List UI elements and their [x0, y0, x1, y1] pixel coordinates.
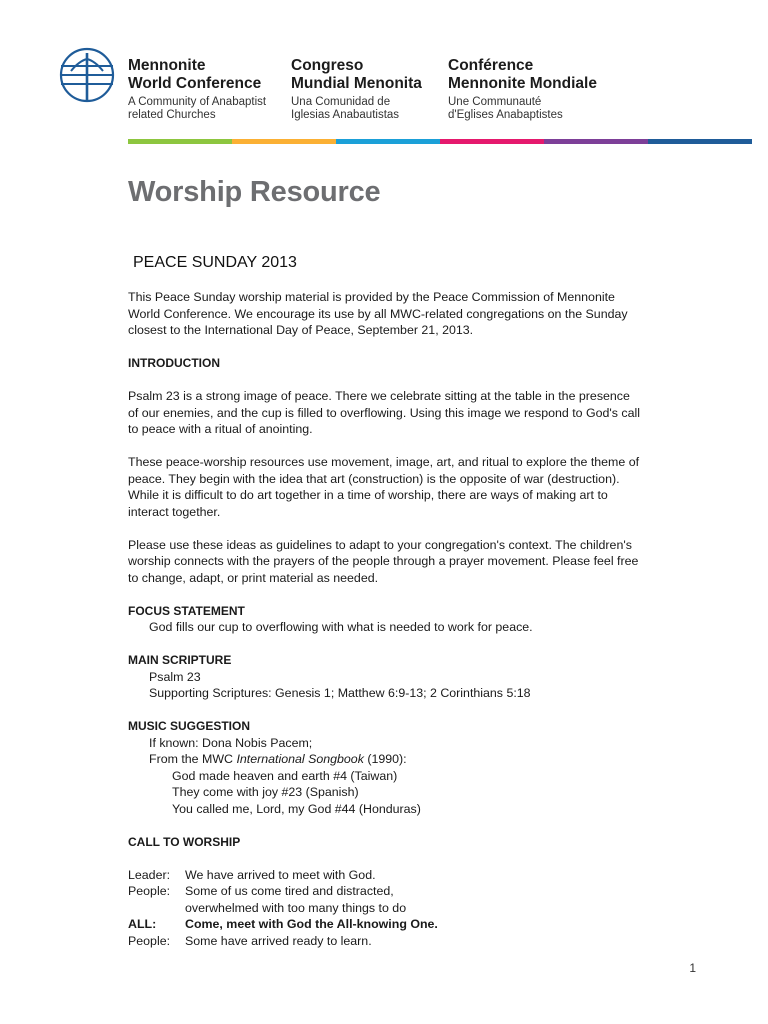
org-sub-line2: related Churches: [128, 109, 216, 121]
intro-line: This Peace Sunday worship material is provided by the Peace Commission of Mennonite: [128, 290, 615, 304]
org-sub-line1: A Community of Anabaptist: [128, 96, 267, 108]
speaker: People:: [128, 884, 171, 898]
intro-line: closest to the International Day of Peace, September 21, 2013.: [128, 323, 474, 337]
call-to-worship-line: [128, 900, 728, 917]
call-to-worship-line: [128, 933, 728, 950]
call-to-worship-line: [128, 916, 728, 933]
org-name-line1: Mennonite: [128, 57, 206, 74]
page-number: 1: [689, 961, 696, 975]
paragraph-line: While it is difficult to do art together in a time of worship, there are ways of making art to: [128, 488, 608, 502]
songbook-title: International Songbook: [236, 752, 364, 766]
focus-text: God fills our cup to overflowing with what is needed to work for peace.: [149, 620, 533, 634]
color-segment: [232, 139, 336, 144]
paragraph-line: to change, adapt, or print material as needed.: [128, 570, 379, 585]
org-spanish: [291, 57, 422, 122]
header-color-bar: [128, 139, 752, 144]
section-title: PEACE SUNDAY 2013: [133, 254, 297, 271]
org-sub-line2: d'Eglises Anabaptistes: [448, 109, 563, 121]
call-to-worship-line: [128, 867, 728, 884]
org-sub-line1: Una Comunidad de: [291, 96, 391, 108]
org-name-line1: Congreso: [291, 57, 364, 74]
speaker: Leader:: [128, 867, 171, 882]
color-segment: [128, 139, 232, 144]
speaker: ALL:: [128, 917, 157, 931]
document-body: [128, 289, 728, 949]
scripture-heading: MAIN SCRIPTURE: [128, 653, 232, 667]
supporting-scriptures: Supporting Scriptures: Genesis 1; Matthew 6:9-13; 2 Corinthians 5:18: [149, 686, 531, 700]
music-line-2-suffix: (1990):: [363, 752, 407, 766]
music-line-2-prefix: From the MWC: [149, 752, 237, 766]
org-french: [448, 57, 597, 122]
org-sub-line1: Une Communauté: [448, 96, 542, 108]
response-text: Come, meet with God the All-knowing One.: [185, 917, 438, 931]
color-segment: [544, 139, 648, 144]
response-text: We have arrived to meet with God.: [185, 867, 376, 882]
paragraph-line: interact together.: [128, 504, 221, 519]
org-name-line2: Mennonite Mondiale: [448, 75, 597, 92]
color-segment: [648, 139, 752, 144]
org-name-line2: Mundial Menonita: [291, 75, 422, 92]
speaker: [128, 900, 185, 917]
paragraph-line: worship connects with the prayers of the people through a prayer movement. Please feel free: [128, 554, 639, 568]
song-item: You called me, Lord, my God #44 (Honduras): [172, 801, 421, 816]
music-line-2: [128, 751, 728, 768]
color-segment: [440, 139, 544, 144]
org-name-line1: Conférence: [448, 57, 534, 74]
main-scripture: Psalm 23: [149, 669, 201, 684]
paragraph-line: These peace-worship resources use movement, image, art, and ritual to explore the theme of: [128, 455, 640, 469]
paragraph-line: peace. They begin with the idea that art (construction) is the opposite of war (destruction).: [128, 471, 620, 486]
response-text: Some of us come tired and distracted,: [185, 884, 394, 898]
focus-heading: FOCUS STATEMENT: [128, 603, 245, 618]
paragraph-line: Please use these ideas as guidelines to adapt to your congregation's context. The children's: [128, 537, 632, 552]
document-title: Worship Resource: [128, 176, 381, 208]
paragraph-line: of our enemies, and the cup is filled to overflowing. Using this image we respond to God's call: [128, 405, 641, 420]
org-sub-line2: Iglesias Anabautistas: [291, 109, 400, 121]
call-to-worship-heading: CALL TO WORSHIP: [128, 834, 241, 849]
song-item: They come with joy #23 (Spanish): [172, 785, 359, 799]
speaker: People:: [128, 933, 171, 948]
color-segment: [336, 139, 440, 144]
response-text: overwhelmed with too many things to do: [185, 900, 407, 915]
music-heading: MUSIC SUGGESTION: [128, 719, 251, 733]
org-english: [128, 57, 266, 122]
call-to-worship-line: [128, 883, 728, 900]
intro-line: World Conference. We encourage its use by all MWC-related congregations on the Sunday: [128, 306, 628, 321]
mwc-logo: [59, 47, 115, 103]
music-line-1: If known: Dona Nobis Pacem;: [149, 735, 313, 750]
paragraph-line: Psalm 23 is a strong image of peace. There we celebrate sitting at the table in the presence: [128, 389, 630, 403]
song-item: God made heaven and earth #4 (Taiwan): [172, 768, 398, 783]
introduction-heading: INTRODUCTION: [128, 356, 220, 370]
response-text: Some have arrived ready to learn.: [185, 933, 372, 948]
paragraph-line: to peace with a ritual of anointing.: [128, 422, 313, 436]
org-name-line2: World Conference: [128, 75, 262, 92]
